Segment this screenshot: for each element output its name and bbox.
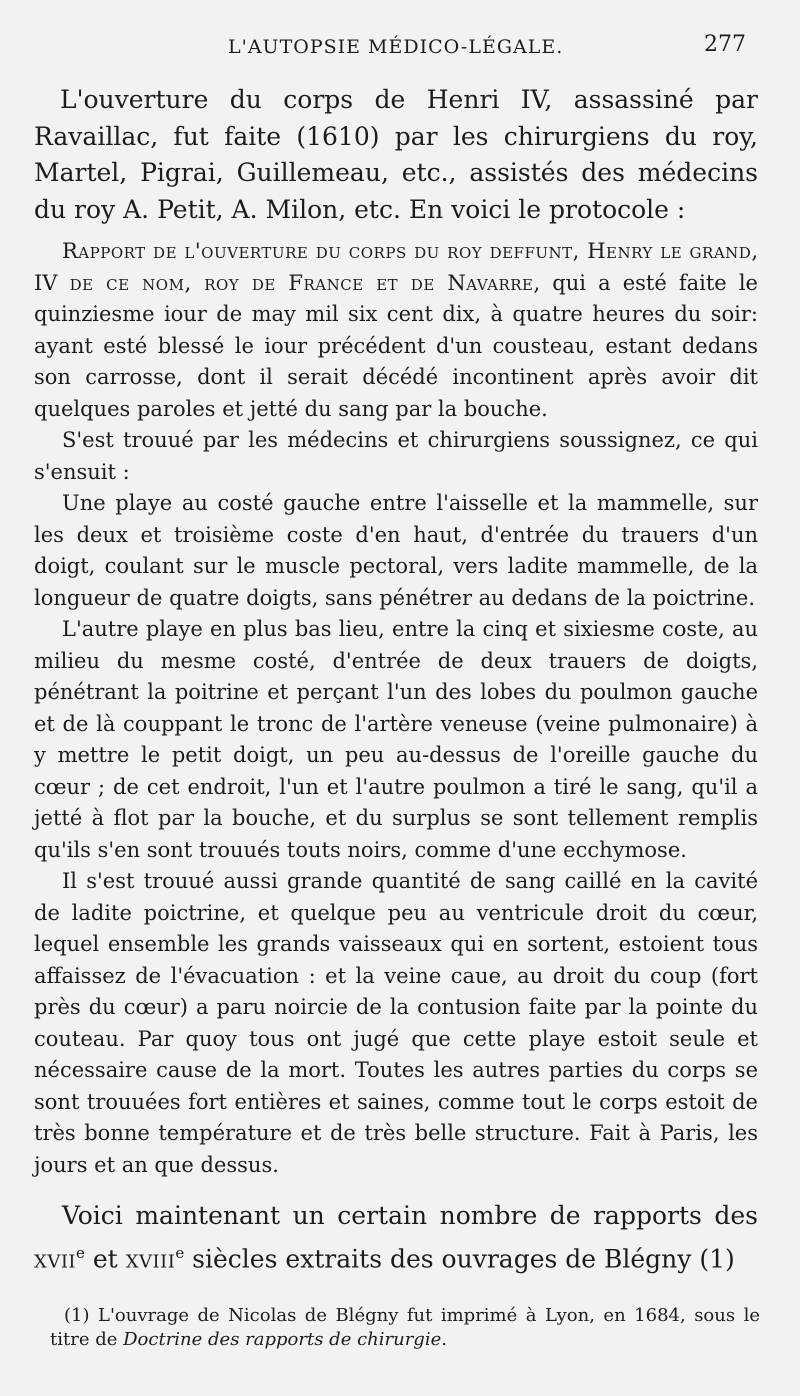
- report-paragraph: Il s'est trouué aussi grande quantité de sang caillé en la cavité de ladite poictrine, et quelque peu au ventricule droit du cœur, lequel ensemble les grands vaisseaux qui en sortent, estoient tous affaissez de l'évacuation : et la veine caue, au droit du coup (fort près du cœur) a paru noircie de la contusion faite par la pointe du couteau. Par quoy tous ont jugé que cette playe estoit seule et nécessaire cause de la mort. Toutes les autres parties du corps se sont trouuées fort entières et saines, comme tout le corps estoit de très bonne température et de très belle structure. Fait à Paris, les jours et an que dessus.: [34, 869, 758, 1177]
- century-suffix: e: [76, 1243, 85, 1262]
- report-title-part-2: , IV: [34, 239, 758, 295]
- footnote-marker: (1): [64, 1305, 90, 1326]
- page-number: 277: [704, 32, 746, 57]
- report-title-part-1: Rapport de l'ouverture du corps du roy deffunt, Henry le grand: [62, 239, 752, 263]
- footnote: [50, 1304, 760, 1352]
- century-numeral: xvii: [34, 1243, 77, 1273]
- footnote-book-title: Doctrine des rapports de chirurgie: [123, 1329, 442, 1350]
- century-suffix: e: [175, 1243, 185, 1262]
- closing-text: et: [84, 1243, 126, 1273]
- report-paragraph: Une playe au costé gauche entre l'aisselle et la mammelle, sur les deux et troisième coste d'en haut, d'entrée du trauers d'un doigt, coulant sur le muscle pectoral, vers ladite mammelle, de la longueur de quatre doigts, sans pénétrer au dedans de la poictrine.: [34, 491, 758, 610]
- footnote-end: .: [441, 1329, 447, 1350]
- closing-paragraph: [34, 1198, 758, 1277]
- report-heading-body: , qui a esté faite le quinziesme iour de may mil six cent dix, à quatre heures du soir: ayant esté blessé le iour précédent d'un cousteau, estant dedans son carrosse, dont il serait décédé incontinent après avoir dit quelques paroles et jetté du sang par la bouche.: [34, 270, 758, 421]
- century-numeral: xviii: [125, 1243, 176, 1273]
- running-title: L'AUTOPSIE MÉDICO-LÉGALE.: [228, 36, 564, 58]
- footnote-text: L'ouvrage de Nicolas de Blégny fut imprimé à Lyon, en 1684, sous le titre de: [50, 1305, 760, 1350]
- closing-text: Voici maintenant un certain nombre de rapports des: [62, 1201, 758, 1230]
- intro-paragraph: L'ouverture du corps de Henri IV, assassiné par Ravaillac, fut faite (1610) par les chirurgiens du roy, Martel, Pigrai, Guillemeau, etc., assistés des médecins du roy A. Petit, A. Milon, etc. En voici le protocole :: [34, 85, 758, 224]
- report-paragraph: S'est trouué par les médecins et chirurgiens soussignez, ce qui s'ensuit :: [34, 428, 758, 484]
- report-title-part-3: de ce nom, roy de France et de Navarre: [69, 270, 534, 295]
- page-header: [0, 30, 800, 64]
- closing-text: siècles extraits des ouvrages de Blégny (1): [184, 1243, 735, 1273]
- report-heading-paragraph: [34, 236, 758, 425]
- report-paragraph: L'autre playe en plus bas lieu, entre la cinq et sixiesme coste, au milieu du mesme costé, d'entrée de deux trauers de doigts, pénétrant la poitrine et perçant l'un des lobes du poulmon gauche et de là couppant le tronc de l'artère veneuse (veine pulmonaire) à y mettre le petit doigt, un peu au-dessus de l'oreille gauche du cœur ; de cet endroit, l'un et l'autre poulmon a tiré le sang, qu'il a jetté à flot par la bouche, et du surplus se sont tellement remplis qu'ils s'en sont trouués touts noirs, comme d'une ecchymose.: [34, 617, 758, 862]
- autopsy-report: [34, 236, 758, 1181]
